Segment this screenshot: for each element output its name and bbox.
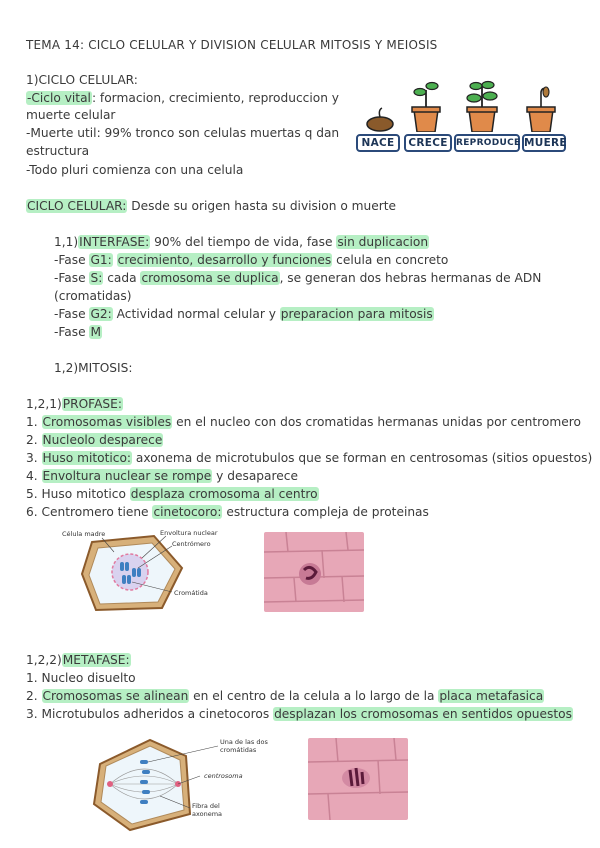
list-item: [26, 504, 429, 520]
list-item: [26, 486, 319, 502]
text-line: estructura: [26, 144, 90, 158]
text: -Fase: [54, 253, 90, 267]
highlight: cinetocoro:: [153, 505, 222, 519]
text: : formacion, crecimiento, reproduccion y: [91, 91, 340, 105]
fase-m: [54, 324, 102, 340]
text: 4.: [26, 469, 42, 483]
text: -Fase: [54, 271, 90, 285]
text: 1.: [26, 415, 42, 429]
micrograph-profase: [264, 532, 364, 612]
text: 5.: [26, 487, 42, 501]
text: en el nucleo con dos cromatidas hermanas unidas por centromero: [172, 415, 581, 429]
text: 3.: [26, 707, 42, 721]
list-item: [26, 432, 163, 448]
page-title: TEMA 14: CICLO CELULAR Y DIVISION CELULAR MITOSIS Y MEIOSIS: [26, 38, 438, 52]
text: en el centro de la celula a lo largo de la: [189, 689, 439, 703]
interfase-heading: [54, 234, 429, 250]
label-crece: CRECE: [404, 134, 452, 152]
label-muere: MUERE: [522, 134, 566, 152]
highlight: Nucleolo desparece: [42, 433, 163, 447]
highlight: Cromosomas visibles: [42, 415, 172, 429]
list-item: [26, 688, 544, 704]
micrograph-image: [264, 532, 364, 612]
highlight: placa metafasica: [439, 689, 544, 703]
highlight: Huso mitotico:: [42, 451, 132, 465]
fase-s-cont: (cromatidas): [54, 289, 132, 303]
list-item: [26, 414, 581, 430]
label-celula-madre: Célula madre: [62, 530, 106, 538]
highlight: Cromosomas se alinean: [42, 689, 189, 703]
highlight: G1:: [90, 253, 112, 267]
metafase-diagram: [90, 734, 268, 834]
label-envoltura: Envoltura nuclear: [160, 529, 218, 537]
section-heading-ciclo: 1)CICLO CELULAR:: [26, 73, 138, 87]
highlight: S:: [90, 271, 103, 285]
text-line: [26, 90, 339, 106]
text: 2.: [26, 433, 42, 447]
highlight: METAFASE:: [62, 653, 130, 667]
definition-line: [26, 198, 396, 214]
label-centrosoma: centrosoma: [204, 772, 243, 780]
text: Desde su origen hasta su division o muerte: [127, 199, 397, 213]
list-item: [26, 468, 298, 484]
text: 1,1): [54, 235, 79, 249]
highlight: G2:: [90, 307, 112, 321]
highlight: -Ciclo vital: [27, 91, 91, 105]
text: 6.: [26, 505, 42, 519]
highlight: CICLO CELULAR:: [27, 199, 127, 213]
text: 2.: [26, 689, 42, 703]
text: Centromero tiene: [41, 505, 153, 519]
plant-pots-icon: [356, 80, 566, 132]
text: Microtubulos adheridos a cinetocoros: [41, 707, 274, 721]
list-item: 1. Nucleo disuelto: [26, 671, 136, 685]
highlight: cromosoma se duplica: [141, 271, 279, 285]
label-cromatida: Cromátida: [174, 589, 208, 597]
highlight: Envoltura nuclear se rompe: [42, 469, 212, 483]
list-item: [26, 450, 592, 466]
label-fibra: Fibra del axonema: [192, 802, 223, 818]
mitosis-heading: 1,2)MITOSIS:: [54, 361, 133, 375]
text: Huso mitotico: [41, 487, 130, 501]
text: 1,2,2): [26, 653, 62, 667]
text: Actividad normal celular y: [112, 307, 280, 321]
text: -Fase: [54, 307, 90, 321]
metafase-heading: [26, 652, 131, 668]
fase-g2: [54, 306, 434, 322]
text-line: -Muerte util: 99% tronco son celulas muertas q dan: [26, 126, 340, 140]
highlight: preparacion para mitosis: [280, 307, 433, 321]
text: 90% del tiempo de vida, fase: [150, 235, 337, 249]
text: estructura compleja de proteinas: [222, 505, 429, 519]
highlight: M: [90, 325, 101, 339]
text: celula en concreto: [332, 253, 449, 267]
highlight: desplaza cromosoma al centro: [130, 487, 318, 501]
label-nace: NACE: [356, 134, 400, 152]
micrograph-metafase: [308, 738, 408, 820]
text: 3.: [26, 451, 42, 465]
label-reproduce: REPRODUCE: [454, 134, 520, 152]
text: -Fase: [54, 325, 90, 339]
text: , se generan dos hebras hermanas de ADN: [279, 271, 542, 285]
profase-diagram: [62, 528, 218, 614]
list-item: [26, 706, 573, 722]
highlight: crecimiento, desarrollo y funciones: [117, 253, 332, 267]
text: cada: [103, 271, 141, 285]
text: axonema de microtubulos que se forman en centrosomas (sitios opuestos): [132, 451, 593, 465]
highlight: INTERFASE:: [79, 235, 150, 249]
text: 1,2,1): [26, 397, 62, 411]
micrograph-image: [308, 738, 408, 820]
plant-lifecycle-figure: [356, 80, 566, 152]
highlight: sin duplicacion: [337, 235, 429, 249]
fase-s: [54, 270, 541, 286]
label-cromatidas: Una de las dos cromátidas: [220, 738, 268, 754]
text-line: muerte celular: [26, 108, 116, 122]
text: y desaparece: [212, 469, 298, 483]
fase-g1: [54, 252, 448, 268]
profase-heading: [26, 396, 123, 412]
highlight: PROFASE:: [62, 397, 122, 411]
text-line: -Todo pluri comienza con una celula: [26, 163, 244, 177]
highlight: desplazan los cromosomas en sentidos opuestos: [274, 707, 572, 721]
label-centromero: Centrómero: [172, 540, 211, 548]
